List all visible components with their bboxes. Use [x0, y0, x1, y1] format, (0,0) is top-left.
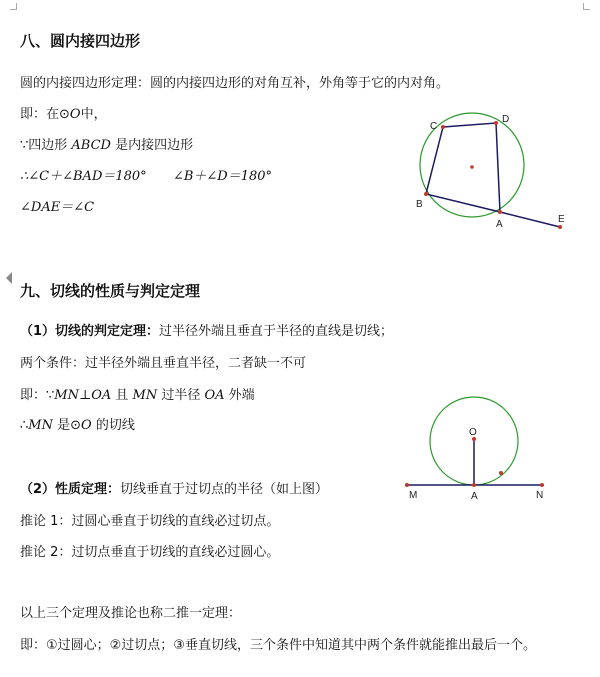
mn-text: MN	[132, 388, 158, 403]
point-c	[441, 125, 445, 129]
therefore-mn: MN	[28, 418, 53, 433]
summary-line: 以上三个定理及推论也称二推一定理：	[20, 606, 242, 621]
prop-text: 切线垂直于过切点的半径（如上图）	[120, 482, 329, 497]
section-8-since	[20, 134, 193, 153]
therefore-o: O	[81, 418, 92, 433]
label-e: E	[558, 214, 565, 225]
quadrilateral-abcd	[426, 123, 500, 212]
end-text: 外端	[224, 388, 255, 403]
therefore-circle: ⊙	[70, 418, 82, 433]
point-b	[424, 192, 428, 196]
given-suffix: 中，	[80, 107, 107, 122]
therefore-suffix: 的切线	[91, 418, 135, 433]
section-8-heading: 八、圆内接四边形	[20, 32, 141, 50]
since-prefix: ∵四边形	[20, 138, 72, 153]
point-e	[558, 225, 562, 229]
point-on-circle	[499, 471, 503, 475]
summary-detail: 即：①过圆心；②过切点；③垂直切线，三个条件中知道其中两个条件就能推出最后一个。	[20, 638, 536, 653]
conditions-line: 两个条件：过半径外端且垂直半径，二者缺一不可	[20, 356, 307, 371]
since-mn-line	[20, 384, 255, 403]
label-a: A	[496, 219, 503, 230]
label-a-tangent: A	[471, 491, 478, 502]
label-c: C	[430, 121, 438, 132]
therefore-prefix: ∴	[20, 418, 29, 433]
section-marker-icon	[6, 272, 12, 284]
property-theorem	[20, 478, 328, 497]
oa-text: OA	[204, 388, 225, 403]
section-8-therefore	[20, 165, 272, 184]
mn-perp-oa: MN⊥OA	[54, 388, 112, 403]
corollary-2: 推论 2：过切点垂直于切线的直线必过圆心。	[20, 545, 280, 560]
through-text: 过半径	[157, 388, 205, 403]
section-8-eq-dae: ∠DAE＝∠C	[20, 200, 95, 215]
label-m: M	[409, 490, 418, 501]
label-o: O	[469, 427, 477, 438]
section-8-theorem: 圆的内接四边形定理：圆的内接四边形的对角互补，外角等于它的内对角。	[20, 76, 450, 91]
eq-angle-c-bad: ∴∠C＋∠BAD＝180°	[20, 169, 147, 184]
tangent-line-figure	[395, 395, 560, 505]
point-m	[405, 483, 409, 487]
point-d	[494, 121, 498, 125]
section-8-given	[20, 103, 107, 122]
corollary-1: 推论 1：过圆心垂直于切线的直线必过切点。	[20, 514, 280, 529]
page-corner-mark-right	[583, 3, 590, 10]
given-prefix: 即：在	[20, 107, 60, 122]
eq-angle-b-d: ∠B＋∠D＝180°	[172, 169, 273, 184]
since-suffix: 是内接四边形	[110, 138, 194, 153]
circle-symbol: ⊙	[59, 107, 70, 122]
prop-title: （2）性质定理：	[20, 482, 121, 497]
label-d: D	[502, 114, 510, 125]
label-n: N	[536, 490, 544, 501]
since-prefix-9: 即：∵	[20, 388, 55, 403]
judge-text: 过半径外端且垂直于半径的直线是切线；	[159, 324, 394, 339]
page-corner-mark-left	[10, 3, 17, 10]
extension-ae	[500, 212, 560, 227]
judge-title: （1）切线的判定定理：	[20, 324, 160, 339]
therefore-mid: 是	[52, 418, 71, 433]
and-text: 且	[111, 388, 133, 403]
point-a-tangent	[472, 483, 476, 487]
point-n	[540, 483, 544, 487]
quad-abcd: ABCD	[71, 138, 111, 153]
point-center	[470, 165, 474, 169]
therefore-mn-line	[20, 414, 135, 433]
judge-theorem	[20, 320, 393, 339]
inscribed-quadrilateral-figure	[400, 105, 590, 240]
circle-o: O	[69, 107, 81, 122]
point-a	[498, 210, 502, 214]
section-9-heading: 九、切线的性质与判定定理	[20, 282, 201, 300]
label-b: B	[416, 199, 423, 210]
